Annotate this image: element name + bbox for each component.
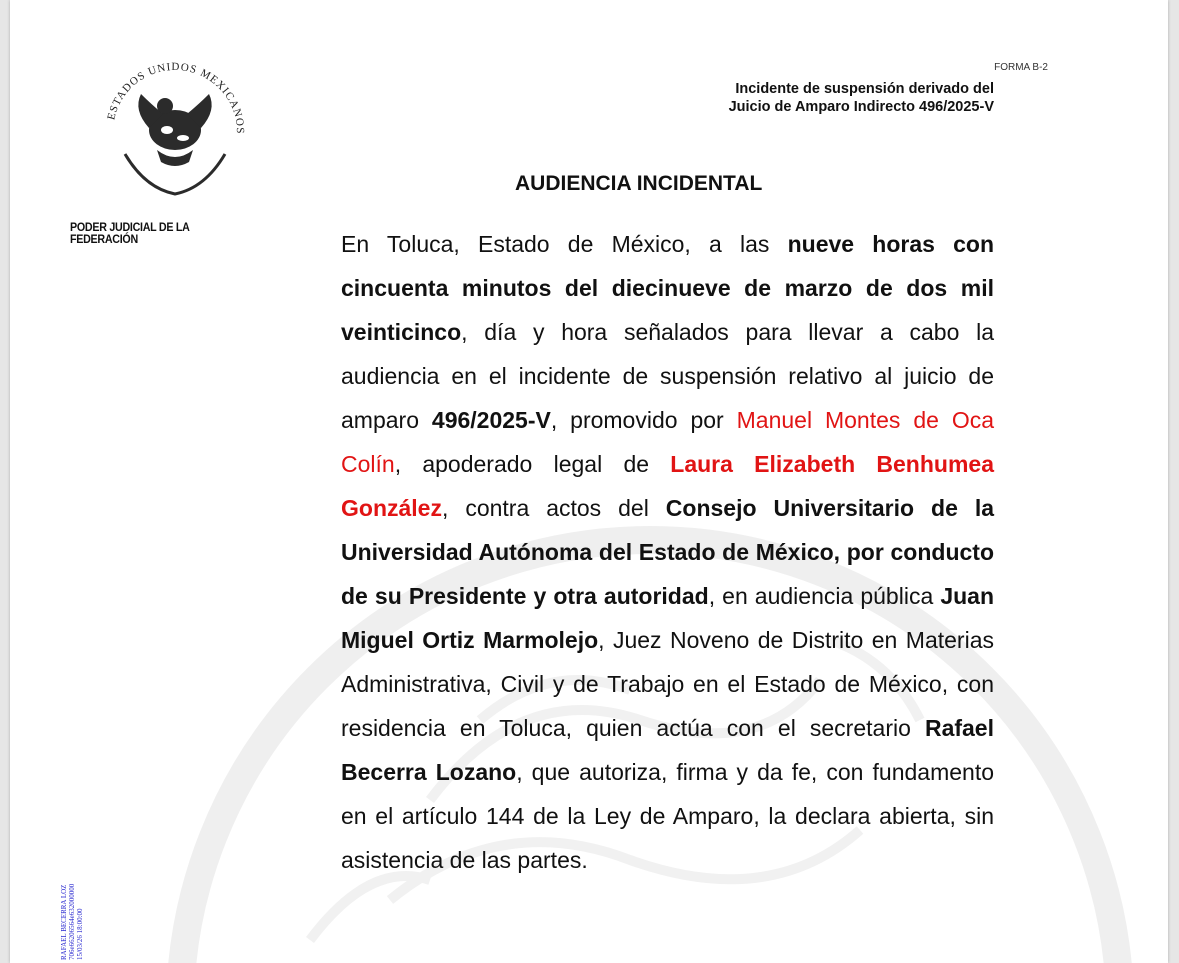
form-code: FORMA B-2 bbox=[994, 62, 1048, 73]
electronic-signature-stamp bbox=[60, 858, 90, 960]
body-text-6: , en audiencia pública bbox=[708, 583, 941, 609]
document-page bbox=[10, 0, 1168, 963]
body-text-8: , que autoriza, firma y da fe, con fundamento en el artículo 144 de la Ley de Amparo, la declara abierta, sin asistencia de las partes. bbox=[341, 759, 994, 873]
body-text-3: , promovido por bbox=[550, 407, 737, 433]
body-text-4: , apoderado legal de bbox=[394, 451, 671, 477]
complainant-name: Laura Elizabeth Benhumea González bbox=[341, 451, 994, 521]
body-text-2: , día y hora señalados para llevar a cabo la audiencia en el incidente de suspensión relativo al juicio de amparo bbox=[341, 319, 994, 433]
case-number: 496/2025-V bbox=[431, 407, 551, 433]
coat-of-arms-seal-icon bbox=[95, 50, 255, 210]
body-text-5: , contra actos del bbox=[441, 495, 666, 521]
promoter-name: Manuel Montes de Oca Colín bbox=[341, 407, 994, 477]
hearing-datetime: nueve horas con cincuenta minutos del diecinueve de marzo de dos mil veinticinco bbox=[341, 231, 994, 345]
svg-text:ESTADOS UNIDOS MEXICANOS: ESTADOS UNIDOS MEXICANOS bbox=[105, 60, 247, 135]
judge-name: Juan Miguel Ortiz Marmolejo bbox=[341, 583, 994, 653]
institution-label: PODER JUDICIAL DE LA FEDERACIÓN bbox=[70, 222, 190, 246]
body-text-1: En Toluca, Estado de México, a las bbox=[341, 231, 788, 257]
responsible-authority: Consejo Universitario de la Universidad Autónoma del Estado de México, por conducto de su Presidente y otra autoridad bbox=[341, 495, 995, 609]
document-title: AUDIENCIA INCIDENTAL bbox=[515, 172, 763, 195]
stamp-line-3: 15/03/26 18:00:00 bbox=[76, 908, 84, 960]
case-line-2: Juicio de Amparo Indirecto 496/2025-V bbox=[728, 99, 994, 115]
case-line-1: Incidente de suspensión derivado del bbox=[735, 81, 994, 97]
stamp-line-2: 706e66206564e632000000 bbox=[68, 883, 76, 960]
case-reference bbox=[729, 80, 994, 116]
secretary-name: Rafael Becerra Lozano bbox=[341, 715, 994, 785]
body-paragraph bbox=[341, 222, 994, 882]
stamp-line-1: RAFAEL BECERRA LOZ bbox=[60, 884, 68, 960]
body-text-7: , Juez Noveno de Distrito en Materias Administrativa, Civil y de Trabajo en el Estado de México, con residencia en Toluca, quien actúa con el secretario bbox=[341, 627, 994, 741]
